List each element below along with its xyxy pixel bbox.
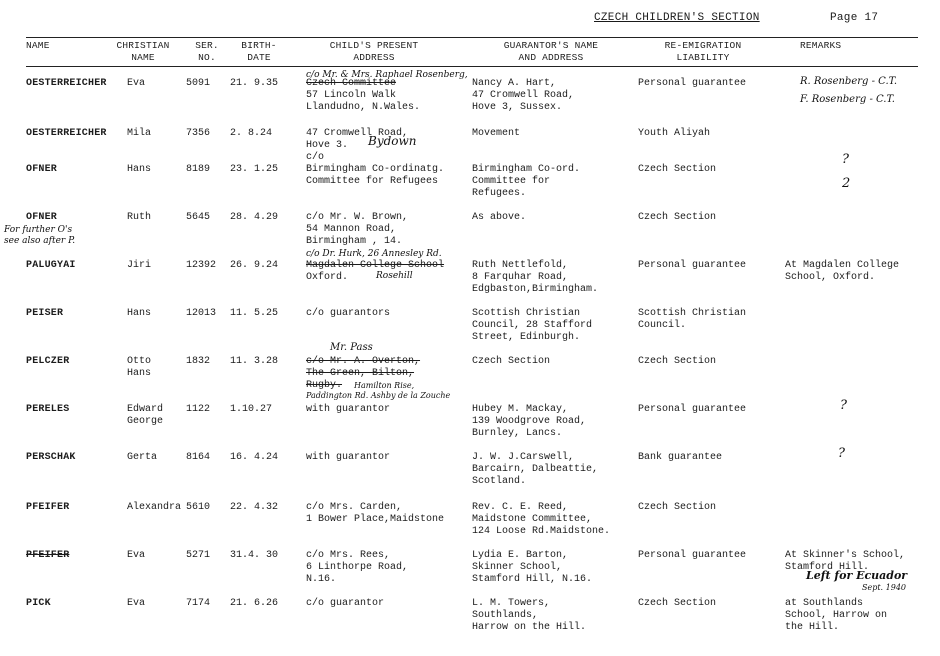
column-header-guarantor: GUARANTOR'S NAME AND ADDRESS (503, 40, 599, 63)
column-header-name: NAME (26, 40, 50, 51)
remarks: at Southlands School, Harrow on the Hill. (785, 598, 888, 633)
serial-number: 5271 (186, 550, 211, 561)
birth-date: 31.4. 30 (230, 550, 279, 561)
present-address: with guarantor (306, 452, 391, 463)
christian-name: Gerta (127, 452, 158, 463)
guarantor-address: Czech Section (472, 356, 551, 367)
surname: PELCZER (26, 356, 70, 367)
remarks: At Skinner's School, Stamford Hill. (785, 550, 906, 573)
reemigration-liability: Personal guarantee (638, 404, 747, 415)
serial-number: 12392 (186, 260, 217, 271)
surname: PEISER (26, 308, 64, 319)
handwritten-remark: ? (838, 446, 845, 461)
christian-name: Eva (127, 598, 146, 609)
christian-name: Eva (127, 550, 146, 561)
guarantor-address: Rev. C. E. Reed, Maidstone Committee, 124 Loose Rd.Maidstone. (472, 502, 611, 537)
surname: PERSCHAK (26, 452, 76, 463)
christian-name: Mila (127, 128, 152, 139)
surname: PICK (26, 598, 51, 609)
christian-name: Jiri (127, 260, 152, 271)
reemigration-liability: Personal guarantee (638, 550, 747, 561)
serial-number: 7174 (186, 598, 211, 609)
handwritten-note: c/o Dr. Hurk, 26 Annesley Rd. (306, 249, 442, 259)
christian-name: Ruth (127, 212, 152, 223)
handwritten-note: Hamilton Rise, (354, 381, 415, 390)
handwritten-remark: F. Rosenberg - C.T. (800, 94, 895, 105)
birth-date: 2. 8.24 (230, 128, 273, 139)
surname: PERELES (26, 404, 70, 415)
handwritten-remark: 2 (842, 176, 851, 191)
serial-number: 8164 (186, 452, 211, 463)
guarantor-address: Scottish Christian Council, 28 Stafford Street, Edinburgh. (472, 308, 593, 343)
serial-number: 5091 (186, 78, 211, 89)
surname: OFNER (26, 164, 58, 175)
column-header-christian: CHRISTIAN NAME (116, 40, 170, 63)
page-number: Page 17 (830, 12, 879, 24)
surname: OFNER (26, 212, 58, 223)
present-address: c/o Mrs. Carden, 1 Bower Place,Maidstone (306, 502, 445, 525)
surname: OESTERREICHER (26, 78, 107, 89)
present-address: Czech Committee 57 Lincoln Walk Llandudno, N.Wales. (306, 78, 421, 113)
present-address: c/o Birmingham Co-ordinatg. Committee for Refugees (306, 152, 445, 187)
handwritten-margin-note: see also after P. (4, 236, 76, 246)
birth-date: 16. 4.24 (230, 452, 279, 463)
birth-date: 26. 9.24 (230, 260, 279, 271)
surname: OESTERREICHER (26, 128, 107, 139)
birth-date: 21. 6.26 (230, 598, 279, 609)
column-header-ser: SER. NO. (195, 40, 219, 63)
handwritten-remark: ? (842, 152, 849, 167)
christian-name: Hans (127, 164, 152, 175)
column-header-birth: BIRTH- DATE (241, 40, 277, 63)
serial-number: 7356 (186, 128, 211, 139)
column-header-remarks: REMARKS (800, 40, 842, 51)
header-rule-bottom (26, 66, 918, 67)
present-address: c/o guarantors (306, 308, 391, 319)
birth-date: 21. 9.35 (230, 78, 279, 89)
reemigration-liability: Czech Section (638, 164, 717, 175)
reemigration-liability: Personal guarantee (638, 260, 747, 271)
guarantor-address: Movement (472, 128, 521, 139)
present-address: c/o Mr. A. Overton, The Green, Bilton, Rugby. (306, 356, 421, 391)
surname: PFEIFER (26, 502, 70, 513)
reemigration-liability: Czech Section (638, 598, 717, 609)
guarantor-address: Hubey M. Mackay, 139 Woodgrove Road, Burnley, Lancs. (472, 404, 587, 439)
reemigration-liability: Youth Aliyah (638, 128, 711, 139)
birth-date: 11. 5.25 (230, 308, 279, 319)
serial-number: 1122 (186, 404, 211, 415)
guarantor-address: Nancy A. Hart, 47 Cromwell Road, Hove 3, Sussex. (472, 78, 575, 113)
guarantor-address: Lydia E. Barton, Skinner School, Stamford Hill, N.16. (472, 550, 593, 585)
handwritten-remark: R. Rosenberg - C.T. (800, 76, 898, 87)
birth-date: 11. 3.28 (230, 356, 279, 367)
serial-number: 12013 (186, 308, 217, 319)
guarantor-address: Ruth Nettlefold, 8 Farquhar Road, Edgbaston,Birmingham. (472, 260, 599, 295)
remarks: At Magdalen College School, Oxford. (785, 260, 900, 283)
christian-name: Otto Hans (127, 356, 152, 379)
handwritten-remark: Left for Ecuador (806, 569, 908, 582)
guarantor-address: Birmingham Co-ord. Committee for Refugees. (472, 164, 581, 199)
present-address: 47 Cromwell Road, Hove 3. (306, 128, 409, 151)
reemigration-liability: Czech Section (638, 502, 717, 513)
serial-number: 5645 (186, 212, 211, 223)
guarantor-address: L. M. Towers, Southlands, Harrow on the Hill. (472, 598, 587, 633)
handwritten-note: Paddington Rd. Ashby de la Zouche (306, 391, 451, 400)
christian-name: Eva (127, 78, 146, 89)
header-rule-top (26, 37, 918, 38)
present-address: c/o Mr. W. Brown, 54 Mannon Road, Birmingham , 14. (306, 212, 409, 247)
reemigration-liability: Czech Section (638, 356, 717, 367)
present-address: with guarantor (306, 404, 391, 415)
birth-date: 1.10.27 (230, 404, 273, 415)
serial-number: 8189 (186, 164, 211, 175)
birth-date: 23. 1.25 (230, 164, 279, 175)
column-header-address: CHILD'S PRESENT ADDRESS (329, 40, 419, 63)
handwritten-note: Mr. Pass (330, 342, 373, 353)
serial-number: 1832 (186, 356, 211, 367)
present-address: c/o guarantor (306, 598, 385, 609)
handwritten-remark: Sept. 1940 (862, 583, 906, 592)
guarantor-address: As above. (472, 212, 527, 223)
surname: PALUGYAI (26, 260, 76, 271)
christian-name: Hans (127, 308, 152, 319)
reemigration-liability: Czech Section (638, 212, 717, 223)
surname: PFEIFER (26, 550, 70, 561)
christian-name: Edward George (127, 404, 164, 427)
present-address: Magdalen College School Oxford. (306, 260, 445, 283)
handwritten-margin-note: For further O's (4, 225, 73, 235)
reemigration-liability: Personal guarantee (638, 78, 747, 89)
guarantor-address: J. W. J.Carswell, Barcairn, Dalbeattie, Scotland. (472, 452, 599, 487)
christian-name: Alexandra (127, 502, 182, 513)
handwritten-note: Rosehill (376, 271, 413, 281)
birth-date: 28. 4.29 (230, 212, 279, 223)
section-title: CZECH CHILDREN'S SECTION (594, 12, 760, 24)
birth-date: 22. 4.32 (230, 502, 279, 513)
reemigration-liability: Scottish Christian Council. (638, 308, 747, 331)
serial-number: 5610 (186, 502, 211, 513)
column-header-reemigration: RE-EMIGRATION LIABILITY (664, 40, 742, 63)
handwritten-note: Bydown (368, 134, 417, 148)
handwritten-remark: ? (840, 398, 847, 413)
present-address: c/o Mrs. Rees, 6 Linthorpe Road, N.16. (306, 550, 409, 585)
reemigration-liability: Bank guarantee (638, 452, 723, 463)
handwritten-note: c/o Mr. & Mrs. Raphael Rosenberg, (306, 70, 468, 80)
